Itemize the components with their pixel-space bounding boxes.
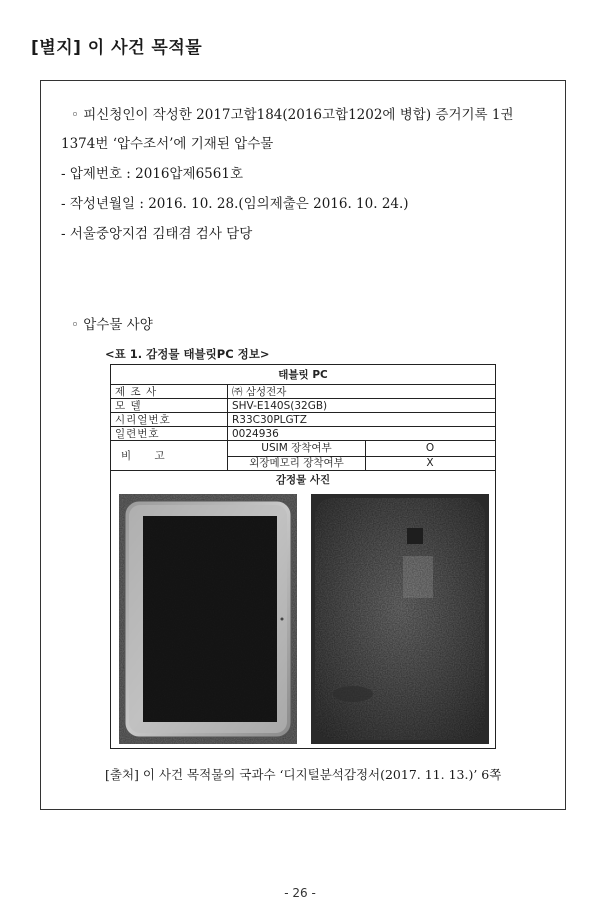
remark-usim — [228, 441, 495, 457]
row-value: SHV-E140S(32GB) — [232, 400, 328, 412]
table-row — [111, 385, 495, 399]
tablet-front-photo — [119, 494, 297, 744]
remark-value: O — [425, 442, 435, 454]
intro-line-1: ◦ 피신청인이 작성한 2017고합184(2016고합1202에 병합) 증거기록 1권 — [71, 107, 514, 123]
table-header: 태블릿 PC — [111, 365, 495, 385]
photos-header: 감정물 사진 — [275, 474, 331, 486]
remark-key: 외장메모리 장착여부 — [228, 456, 366, 471]
section-title-specs: ◦ 압수물 사양 — [71, 317, 153, 333]
table-caption: <표 1. 감정물 태블릿PC 정보> — [105, 347, 270, 361]
table-row — [111, 413, 495, 427]
table-row — [111, 399, 495, 413]
tablet-back-photo — [311, 494, 489, 744]
table-row — [111, 427, 495, 441]
remarks-row — [111, 441, 495, 471]
attachment-title: [별지] 이 사건 목적물 — [31, 38, 203, 58]
remark-key: USIM 장착여부 — [228, 441, 366, 456]
row-label: 제 조 사 — [111, 385, 228, 398]
row-label: 모 델 — [111, 399, 228, 412]
date-written: - 작성년월일 : 2016. 10. 28.(임의제출은 2016. 10. 24.) — [61, 196, 409, 212]
row-label: 시리얼번호 — [111, 413, 228, 426]
source-note: [출처] 이 사건 목적물의 국과수 ‘디지털분석감정서(2017. 11. 13.)’ 6쪽 — [105, 767, 502, 782]
page-number: - 26 - — [284, 886, 316, 900]
row-value: ㈜ 삼성전자 — [232, 386, 287, 398]
content-box — [40, 80, 566, 810]
remark-value: X — [426, 457, 434, 469]
tablet-front-image — [119, 494, 297, 744]
prosecutor-line: - 서울중앙지검 김태겸 검사 담당 — [61, 226, 253, 242]
row-label: 일련번호 — [111, 427, 228, 440]
remarks-label: 비 고 — [111, 441, 228, 470]
tablet-back-image — [311, 494, 489, 744]
tablet-info-table — [110, 364, 496, 749]
seizure-number: - 압제번호 : 2016압제6561호 — [61, 166, 243, 182]
intro-line-2: 1374번 ‘압수조서’에 기재된 압수물 — [61, 136, 274, 152]
remark-external-memory — [228, 456, 495, 471]
row-value: R33C30PLGTZ — [232, 414, 307, 426]
row-value: 0024936 — [232, 428, 279, 440]
